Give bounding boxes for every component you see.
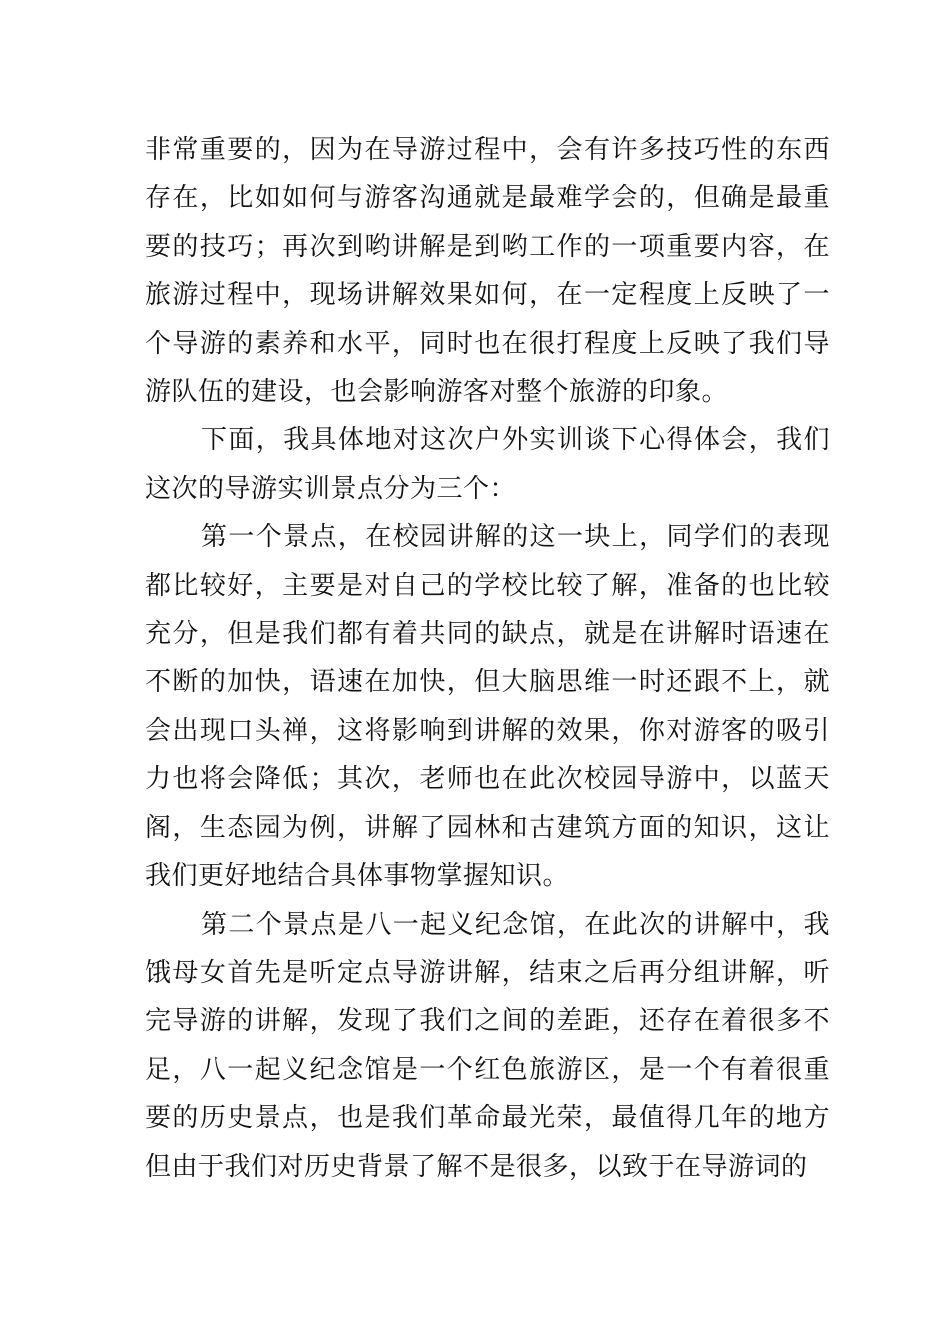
paragraph-3: 第一个景点，在校园讲解的这一块上，同学们的表现都比较好，主要是对自己的学校比较了解，准备的也比较充分，但是我们都有着共同的缺点，就是在讲解时语速在不断的加快，语速在加快，但大脑思维一时还跟不上，就会出现口头禅，这将影响到讲解的效果，你对游客的吸引力也将会降低；其次，老师也在此次校园导游中，以蓝天阁，生态园为例，讲解了园林和古建筑方面的知识，这让我们更好地结合具体事物掌握知识。 (145, 522, 830, 892)
paragraph-2: 下面，我具体地对这次户外实训谈下心得体会，我们这次的导游实训景点分为三个： (145, 425, 830, 504)
paragraph-4: 第二个景点是八一起义纪念馆，在此次的讲解中，我饿母女首先是听定点导游讲解，结束之后再分组讲解，听完导游的讲解，发现了我们之间的差距，还存在着很多不足，八一起义纪念馆是一个红色旅游区，是一个有着很重要的历史景点，也是我们革命最光荣，最值得几年的地方但由于我们对历史背景了解不是很多，以致于在导游词的 (145, 909, 830, 1182)
paragraph-1: 非常重要的，因为在导游过程中，会有许多技巧性的东西存在，比如如何与游客沟通就是最难学会的，但确是最重要的技巧；再次到哟讲解是到哟工作的一项重要内容，在旅游过程中，现场讲解效果如何，在一定程度上反映了一个导游的素养和水平，同时也在很打程度上反映了我们导游队伍的建设，也会影响游客对整个旅游的印象。 (145, 135, 830, 408)
